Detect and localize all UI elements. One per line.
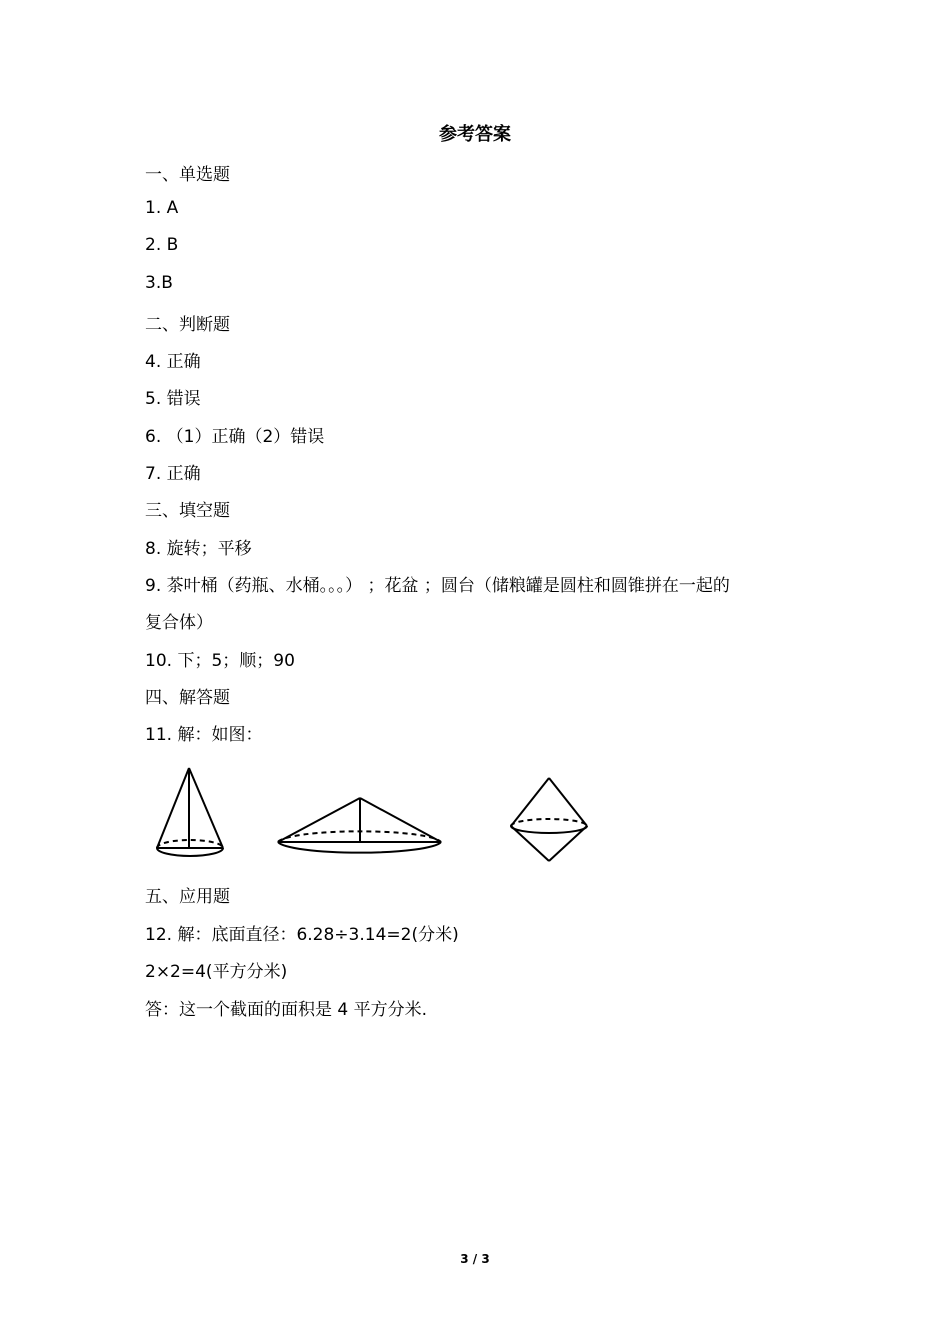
tall-cone-figure [157, 768, 223, 856]
section-heading-2: 二、判断题 [145, 315, 230, 335]
section-heading-4: 四、解答题 [145, 688, 230, 708]
calculation-line: 2×2=4(平方分米) [145, 962, 288, 982]
section-heading-5: 五、应用题 [145, 887, 230, 907]
answer-line-4: 4. 正确 [145, 352, 201, 372]
answer-line-1: 1. A [145, 198, 179, 218]
section-heading-1: 一、单选题 [145, 165, 230, 185]
answer-line-8: 8. 旋转；平移 [145, 539, 252, 559]
answer-line-6: 6. （1）正确（2）错误 [145, 427, 325, 447]
answer-line-10: 10. 下；5；顺；90 [145, 651, 295, 671]
page-number: 3 / 3 [460, 1252, 490, 1266]
double-cone-figure [511, 778, 587, 861]
final-answer-line: 答：这一个截面的面积是 4 平方分米. [145, 1000, 428, 1020]
answer-line-5: 5. 错误 [145, 389, 201, 409]
section-heading-3: 三、填空题 [145, 501, 230, 521]
answer-line-12: 12. 解：底面直径：6.28÷3.14=2(分米) [145, 925, 459, 945]
answer-line-2: 2. B [145, 235, 179, 255]
answer-line-11: 11. 解：如图： [145, 725, 263, 745]
flat-cone-figure [278, 798, 441, 853]
page-title: 参考答案 [439, 124, 511, 145]
answer-line-9-cont: 复合体） [145, 613, 213, 633]
answer-line-9: 9. 茶叶桶（药瓶、水桶。。。） ；花盆 ；圆台（储粮罐是圆柱和圆锥拼在一起的 [145, 576, 730, 596]
answer-line-3: 3.B [145, 273, 173, 293]
answer-line-7: 7. 正确 [145, 464, 201, 484]
cone-figures [140, 760, 760, 875]
